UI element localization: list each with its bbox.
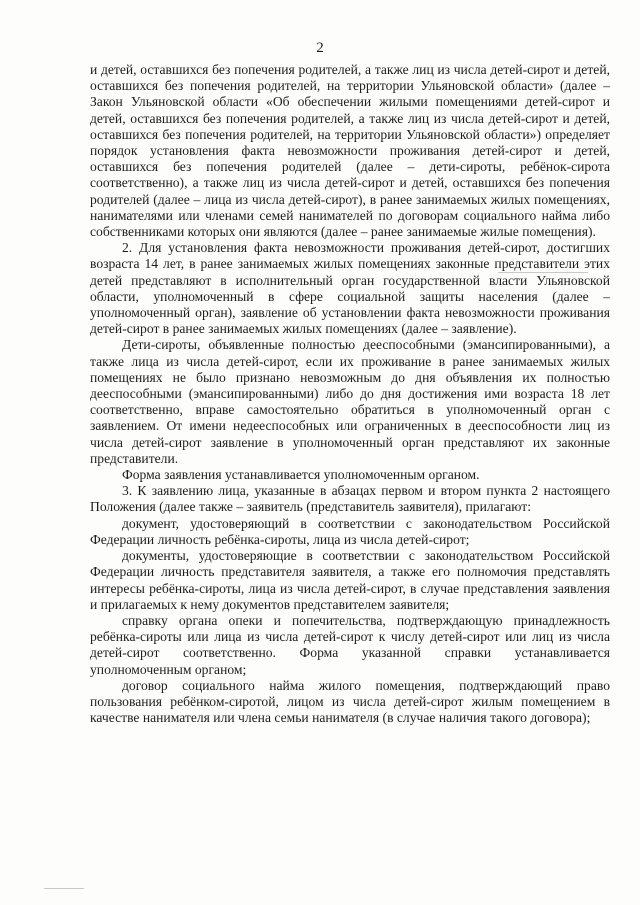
- paragraph-emancipated-orphans: Дети-сироты, объявленные полностью дееспособными (эмансипированными), а также лица из числа детей-сирот, если их проживание в ранее занимаемых жилых помещениях не было признано невозможным до дня объявления их полностью дееспособными (эмансипированными) либо до дня достижения ими возраста 18 лет соответственно, вправе самостоятельно обратиться в уполномоченный орган с заявлением. От имени недееспособных или ограниченных в дееспособности лиц из числа детей-сирот заявление в уполномоченный орган представляют их законные представители.: [90, 337, 610, 466]
- paragraph-application-form: Форма заявления устанавливается уполномоченным органом.: [122, 467, 480, 483]
- paragraph-clause-2: 2. Для установления факта невозможности проживания детей-сирот, достигших возраста 14 лет, в ранее занимаемых жилых помещениях законные представители этих детей представляют в исполнительный орган государственной власти Ульяновской области, уполномоченный в сфере социальной защиты населения (далее – уполномоченный орган), заявление об установлении факта невозможности проживания детей-сирот в ранее занимаемых жилых помещениях (далее – заявление).: [90, 240, 610, 337]
- scan-artifact: [44, 888, 84, 889]
- paragraph-clause-3: 3. К заявлению лица, указанные в абзацах первом и втором пункта 2 настоящего Положения (далее также – заявитель (представитель заявителя), прилагают:: [90, 483, 610, 515]
- document-body: [90, 62, 610, 726]
- page-number: 2: [316, 40, 324, 56]
- paragraph-intro-continuation: и детей, оставшихся без попечения родителей, а также лиц из числа детей-сирот и детей, оставшихся без попечения родителей, на территории Ульяновской области» (далее – Закон Ульяновской области «Об обеспечении жилыми помещениями детей-сирот и детей, оставшихся без попечения родителей, а также лиц из числа детей-сирот и детей, оставшихся без попечения родителей, на территории Ульяновской области») определяет порядок установления факта невозможности проживания детей-сирот и детей, оставшихся без попечения родителей (далее – дети-сироты, ребёнок-сирота соответственно), а также лиц из числа детей-сирот и детей, оставшихся без попечения родителей (далее – лица из числа детей-сирот), в ранее занимаемых жилых помещениях, нанимателями или членами семей нанимателей по договорам социального найма либо собственниками которых они являются (далее – ранее занимаемые жилые помещения).: [90, 62, 610, 240]
- paragraph-social-tenancy-contract: договор социального найма жилого помещения, подтверждающий право пользования ребёнком-сиротой, лицом из числа детей-сирот жилым помещением в качестве нанимателя или члена семьи нанимателя (в случае наличия такого договора);: [90, 677, 610, 726]
- paragraph-representative-documents: документы, удостоверяющие в соответствии с законодательством Российской Федерации личность представителя заявителя, а также его полномочия представлять интересы ребёнка-сироты, лица из числа детей-сирот, в случае представления заявления и прилагаемых к нему документов представителем заявителя;: [90, 548, 610, 612]
- paragraph-identity-document: документ, удостоверяющий в соответствии с законодательством Российской Федерации личность ребёнка-сироты, лица из числа детей-сирот;: [90, 515, 610, 547]
- paragraph-guardianship-certificate: справку органа опеки и попечительства, подтверждающую принадлежность ребёнка-сироты или лица из числа детей-сирот к числу детей-сирот или лиц из числа детей-сирот соответственно. Форма указанной справки устанавливается уполномоченным органом;: [90, 612, 610, 677]
- scan-artifact: [498, 272, 588, 273]
